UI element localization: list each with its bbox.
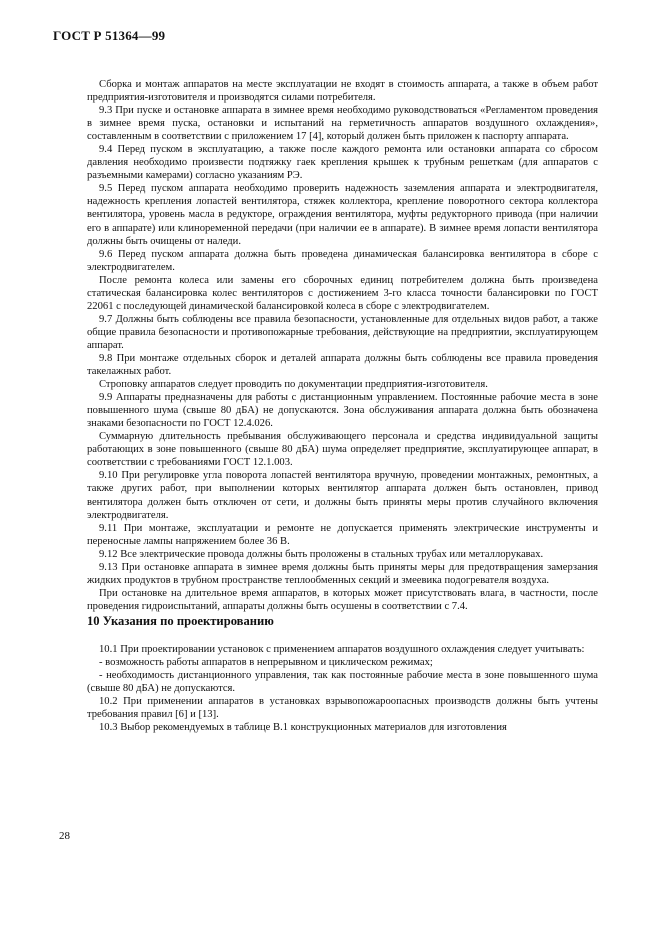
paragraph: - необходимость дистанционного управления, так как постоянные рабочие места в зоне повышенного шума (свыше 80 дБА) не допускаются. xyxy=(87,670,598,695)
paragraph: 10.1 При проектировании установок с применением аппаратов воздушного охлаждения следует учитывать: xyxy=(99,643,585,655)
document-body xyxy=(87,78,598,734)
section-body xyxy=(87,643,598,734)
paragraph: 9.9 Аппараты предназначены для работы с дистанционным управлением. Постоянные рабочие места в зоне повышенного шума (свыше 80 дБА) не допускаются. Зона обслуживания аппарата должна быть обозначена знаками безопасности по ГОСТ 12.4.026. xyxy=(87,392,598,430)
paragraph: 10.3 Выбор рекомендуемых в таблице В.1 конструкционных материалов для изготовления xyxy=(99,722,507,734)
paragraph: После ремонта колеса или замены его сборочных единиц потребителем должна быть произведена статическая балансировка колес вентиляторов с достижением 3-го класса точности балансировки по ГОСТ 22061 с последующей динамической балансировкой колеса в сборе с электродвигателем. xyxy=(87,274,598,312)
paragraph: 9.13 При остановке аппарата в зимнее время должны быть приняты меры для предотвращения замерзания жидких продуктов в трубном пространстве теплообменных секций и змеевика подогревателя воздуха. xyxy=(87,561,598,586)
paragraph: 9.11 При монтаже, эксплуатации и ремонте не допускается применять электрические инструменты и переносные лампы напряжением более 36 В. xyxy=(87,522,598,547)
paragraph: Сборка и монтаж аппаратов на месте эксплуатации не входят в стоимость аппарата, а также в объем работ предприятия-изготовителя и производятся силами потребителя. xyxy=(87,79,598,104)
paragraph: - возможность работы аппаратов в непрерывном и циклическом режимах; xyxy=(99,656,433,668)
paragraph: 9.12 Все электрические провода должны быть проложены в стальных трубах или металлорукавах. xyxy=(99,548,544,560)
paragraph: 9.6 Перед пуском аппарата должна быть проведена динамическая балансировка вентилятора в сборе с электродвигателем. xyxy=(87,248,598,273)
standard-header: ГОСТ Р 51364—99 xyxy=(53,28,166,43)
paragraph: 9.7 Должны быть соблюдены все правила безопасности, установленные для отдельных видов работ, а также общие правила безопасности и противопожарные требования, действующие на предприятии, эксплуатирующем аппарат. xyxy=(87,313,598,351)
page-number: 28 xyxy=(59,830,70,842)
paragraph: 9.4 Перед пуском в эксплуатацию, а также после каждого ремонта или остановки аппарата со сбросом давления необходимо произвести подтяжку гаек крепления крышек к трубным решеткам (для аппаратов с разъемными камерами) согласно указаниям РЭ. xyxy=(87,144,598,182)
paragraph: Суммарную длительность пребывания обслуживающего персонала и средства индивидуальной защиты работающих в зоне повышенного (свыше 80 дБА) шума определяет предприятие, эксплуатирующее аппарат, в соответствии с требованиями ГОСТ 12.1.003. xyxy=(87,431,598,469)
paragraph: 9.10 При регулировке угла поворота лопастей вентилятора вручную, проведении монтажных, ремонтных, а также других работ, при выполнении которых вентилятор аппарата должен быть остановлен, привод вентилятора должен быть отключен от сети, и должны быть приняты меры против случайного включения электродвигателя. xyxy=(87,470,598,521)
paragraph: При остановке на длительное время аппаратов, в которых может присутствовать влага, в частности, после проведения гидроиспытаний, аппараты должны быть осушены в соответствии с 7.4. xyxy=(87,587,598,612)
paragraph: 9.5 Перед пуском аппарата необходимо проверить надежность заземления аппарата и электродвигателя, надежность крепления лопастей вентилятора, стяжек коллектора, крепление поворотного сектора коллектора вентилятора, уровень масла в редукторе, ограждения вентилятора, муфты редукторного привода (при наличии его в аппарате) или клиноременной передачи (при наличии ее в аппарате). В зимнее время лопасти вентилятора должны быть очищены от наледи. xyxy=(87,183,598,247)
paragraph: Строповку аппаратов следует проводить по документации предприятия-изготовителя. xyxy=(99,379,488,391)
section-title: 10 Указания по проектированию xyxy=(87,613,274,628)
paragraph: 9.8 При монтаже отдельных сборок и деталей аппарата должны быть соблюдены все правила проведения такелажных работ. xyxy=(87,352,598,378)
paragraph: 10.2 При применении аппаратов в установках взрывопожароопасных производств должны быть учтены требования правил [6] и [13]. xyxy=(87,696,598,721)
paragraph: 9.3 При пуске и остановке аппарата в зимнее время необходимо руководствоваться «Регламентом проведения в зимнее время пуска, остановки и испытаний на герметичность аппаратов воздушного охлаждения», составленным в соответствии с приложением 17 [4], который должен быть приложен к паспорту аппарата. xyxy=(87,105,598,143)
